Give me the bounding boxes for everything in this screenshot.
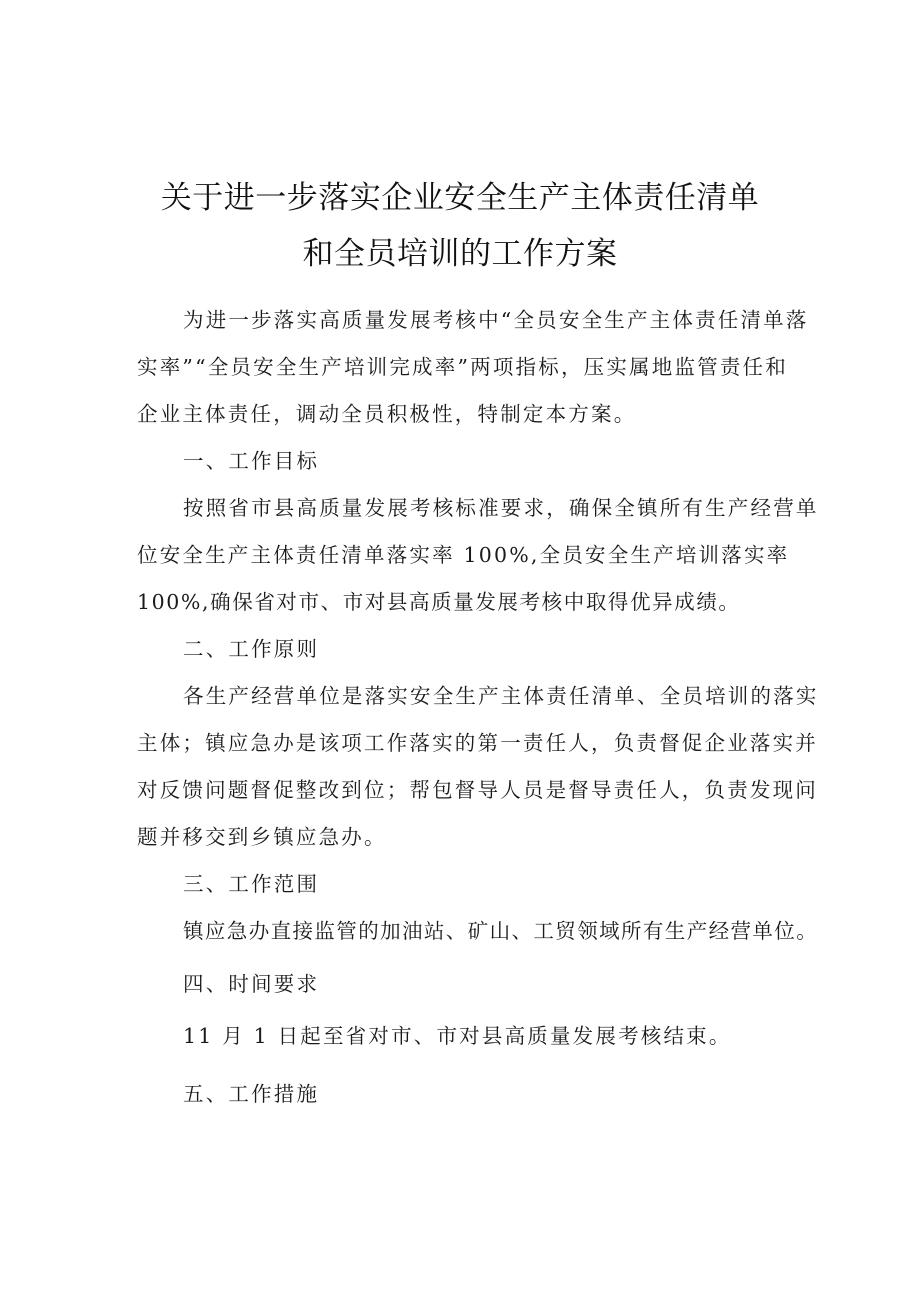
intro-paragraph-line-1: 为进一步落实高质量发展考核中“全员安全生产主体责任清单落 [183,308,809,332]
goals-paragraph-line-2: 位安全生产主体责任清单落实率 100%,全员安全生产培训落实率 [137,543,790,567]
goals-paragraph-line-1: 按照省市县高质量发展考核标准要求，确保全镇所有生产经营单 [183,496,819,520]
section-heading-timeline: 四、时间要求 [183,972,320,996]
intro-paragraph-line-2: 实率”“全员安全生产培训完成率”两项指标，压实属地监管责任和 [137,355,788,379]
intro-paragraph-line-3: 企业主体责任，调动全员积极性，特制定本方案。 [137,402,637,426]
section-heading-scope: 三、工作范围 [183,872,320,896]
document-title-line-1: 关于进一步落实企业安全生产主体责任清单 [160,180,760,216]
principles-paragraph-line-1: 各生产经营单位是落实安全生产主体责任清单、全员培训的落实 [183,684,819,708]
section-heading-goals: 一、工作目标 [183,449,320,473]
section-heading-measures: 五、工作措施 [183,1082,320,1106]
principles-paragraph-line-3: 对反馈问题督促整改到位；帮包督导人员是督导责任人，负责发现问 [137,778,818,802]
document-title-line-2: 和全员培训的工作方案 [302,236,618,272]
section-heading-principles: 二、工作原则 [183,637,320,661]
scope-paragraph: 镇应急办直接监管的加油站、矿山、工贸领域所有生产经营单位。 [183,919,819,943]
principles-paragraph-line-4: 题并移交到乡镇应急办。 [137,825,387,849]
timeline-paragraph: 11 月 1 日起至省对市、市对县高质量发展考核结束。 [183,1024,732,1048]
goals-paragraph-line-3: 100%,确保省对市、市对县高质量发展考核中取得优异成绩。 [137,590,741,614]
principles-paragraph-line-2: 主体；镇应急办是该项工作落实的第一责任人，负责督促企业落实并 [137,731,818,755]
